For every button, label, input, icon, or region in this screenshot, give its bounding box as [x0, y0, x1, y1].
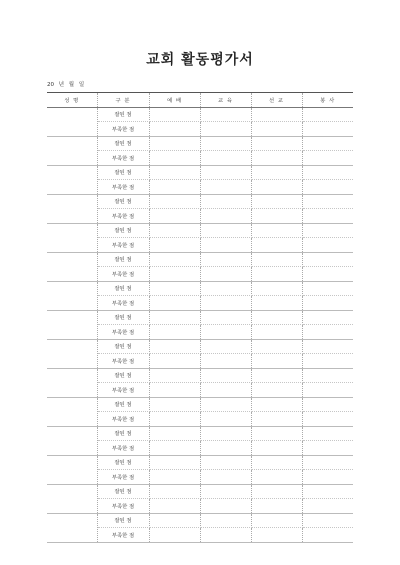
worship-cell[interactable] [149, 281, 200, 296]
service-cell[interactable] [302, 310, 353, 325]
worship-cell[interactable] [149, 136, 200, 151]
good-point-label: 잘된 점 [97, 339, 149, 354]
education-cell[interactable] [200, 368, 251, 383]
mission-cell[interactable] [251, 194, 302, 209]
service-cell[interactable] [302, 368, 353, 383]
name-cell[interactable] [47, 165, 97, 194]
table-row [47, 223, 353, 238]
name-cell[interactable] [47, 368, 97, 397]
worship-cell[interactable] [149, 499, 200, 514]
service-cell[interactable] [302, 339, 353, 354]
lacking-point-label: 부족한 점 [97, 470, 149, 485]
mission-cell[interactable] [251, 383, 302, 398]
mission-cell[interactable] [251, 397, 302, 412]
date-line: 20 년 월 일 [47, 82, 85, 88]
service-cell[interactable] [302, 238, 353, 253]
good-point-label: 잘된 점 [97, 194, 149, 209]
good-point-label: 잘된 점 [97, 165, 149, 180]
header-name: 성 명 [47, 93, 97, 108]
good-point-label: 잘된 점 [97, 252, 149, 267]
mission-cell[interactable] [251, 107, 302, 122]
service-cell[interactable] [302, 412, 353, 427]
education-cell[interactable] [200, 470, 251, 485]
mission-cell[interactable] [251, 136, 302, 151]
service-cell[interactable] [302, 470, 353, 485]
mission-cell[interactable] [251, 412, 302, 427]
worship-cell[interactable] [149, 528, 200, 543]
service-cell[interactable] [302, 281, 353, 296]
worship-cell[interactable] [149, 194, 200, 209]
mission-cell[interactable] [251, 455, 302, 470]
service-cell[interactable] [302, 151, 353, 166]
good-point-label: 잘된 점 [97, 397, 149, 412]
lacking-point-label: 부족한 점 [97, 325, 149, 340]
education-cell[interactable] [200, 122, 251, 137]
service-cell[interactable] [302, 383, 353, 398]
name-cell[interactable] [47, 223, 97, 252]
good-point-label: 잘된 점 [97, 223, 149, 238]
mission-cell[interactable] [251, 310, 302, 325]
mission-cell[interactable] [251, 209, 302, 224]
mission-cell[interactable] [251, 426, 302, 441]
mission-cell[interactable] [251, 513, 302, 528]
table-row [47, 194, 353, 209]
good-point-label: 잘된 점 [97, 455, 149, 470]
education-cell[interactable] [200, 455, 251, 470]
good-point-label: 잘된 점 [97, 281, 149, 296]
service-cell[interactable] [302, 252, 353, 267]
education-cell[interactable] [200, 383, 251, 398]
education-cell[interactable] [200, 484, 251, 499]
education-cell[interactable] [200, 339, 251, 354]
service-cell[interactable] [302, 354, 353, 369]
header-service: 봉 사 [302, 93, 353, 108]
education-cell[interactable] [200, 397, 251, 412]
good-point-label: 잘된 점 [97, 484, 149, 499]
worship-cell[interactable] [149, 180, 200, 195]
mission-cell[interactable] [251, 238, 302, 253]
worship-cell[interactable] [149, 151, 200, 166]
table-row [47, 339, 353, 354]
name-cell[interactable] [47, 281, 97, 310]
good-point-label: 잘된 점 [97, 136, 149, 151]
mission-cell[interactable] [251, 325, 302, 340]
lacking-point-label: 부족한 점 [97, 528, 149, 543]
name-cell[interactable] [47, 107, 97, 136]
education-cell[interactable] [200, 136, 251, 151]
worship-cell[interactable] [149, 484, 200, 499]
lacking-point-label: 부족한 점 [97, 354, 149, 369]
education-cell[interactable] [200, 107, 251, 122]
table-row [47, 281, 353, 296]
worship-cell[interactable] [149, 209, 200, 224]
mission-cell[interactable] [251, 223, 302, 238]
worship-cell[interactable] [149, 122, 200, 137]
education-cell[interactable] [200, 194, 251, 209]
good-point-label: 잘된 점 [97, 368, 149, 383]
education-cell[interactable] [200, 267, 251, 282]
mission-cell[interactable] [251, 151, 302, 166]
service-cell[interactable] [302, 296, 353, 311]
lacking-point-label: 부족한 점 [97, 122, 149, 137]
table-row [47, 107, 353, 122]
good-point-label: 잘된 점 [97, 107, 149, 122]
service-cell[interactable] [302, 165, 353, 180]
service-cell[interactable] [302, 209, 353, 224]
header-category: 구 분 [97, 93, 149, 108]
education-cell[interactable] [200, 499, 251, 514]
good-point-label: 잘된 점 [97, 426, 149, 441]
lacking-point-label: 부족한 점 [97, 499, 149, 514]
worship-cell[interactable] [149, 441, 200, 456]
table-body [47, 107, 353, 542]
worship-cell[interactable] [149, 470, 200, 485]
worship-cell[interactable] [149, 238, 200, 253]
education-cell[interactable] [200, 325, 251, 340]
worship-cell[interactable] [149, 455, 200, 470]
lacking-point-label: 부족한 점 [97, 267, 149, 282]
evaluation-table [47, 92, 353, 543]
lacking-point-label: 부족한 점 [97, 151, 149, 166]
name-cell[interactable] [47, 252, 97, 281]
education-cell[interactable] [200, 310, 251, 325]
service-cell[interactable] [302, 180, 353, 195]
mission-cell[interactable] [251, 528, 302, 543]
table-row [47, 484, 353, 499]
education-cell[interactable] [200, 528, 251, 543]
education-cell[interactable] [200, 412, 251, 427]
mission-cell[interactable] [251, 281, 302, 296]
mission-cell[interactable] [251, 441, 302, 456]
mission-cell[interactable] [251, 484, 302, 499]
worship-cell[interactable] [149, 513, 200, 528]
service-cell[interactable] [302, 484, 353, 499]
service-cell[interactable] [302, 499, 353, 514]
lacking-point-label: 부족한 점 [97, 180, 149, 195]
name-cell[interactable] [47, 513, 97, 542]
mission-cell[interactable] [251, 470, 302, 485]
education-cell[interactable] [200, 165, 251, 180]
table-row [47, 397, 353, 412]
education-cell[interactable] [200, 513, 251, 528]
lacking-point-label: 부족한 점 [97, 209, 149, 224]
service-cell[interactable] [302, 513, 353, 528]
service-cell[interactable] [302, 325, 353, 340]
document-title: 교회 활동평가서 [146, 52, 254, 68]
service-cell[interactable] [302, 194, 353, 209]
worship-cell[interactable] [149, 223, 200, 238]
mission-cell[interactable] [251, 252, 302, 267]
lacking-point-label: 부족한 점 [97, 412, 149, 427]
education-cell[interactable] [200, 426, 251, 441]
table-row [47, 310, 353, 325]
mission-cell[interactable] [251, 165, 302, 180]
name-cell[interactable] [47, 339, 97, 368]
mission-cell[interactable] [251, 499, 302, 514]
worship-cell[interactable] [149, 426, 200, 441]
table-row [47, 455, 353, 470]
worship-cell[interactable] [149, 354, 200, 369]
lacking-point-label: 부족한 점 [97, 383, 149, 398]
service-cell[interactable] [302, 441, 353, 456]
service-cell[interactable] [302, 426, 353, 441]
worship-cell[interactable] [149, 339, 200, 354]
worship-cell[interactable] [149, 107, 200, 122]
table-row [47, 165, 353, 180]
service-cell[interactable] [302, 397, 353, 412]
name-cell[interactable] [47, 136, 97, 165]
name-cell[interactable] [47, 194, 97, 223]
mission-cell[interactable] [251, 296, 302, 311]
education-cell[interactable] [200, 180, 251, 195]
mission-cell[interactable] [251, 180, 302, 195]
worship-cell[interactable] [149, 267, 200, 282]
worship-cell[interactable] [149, 412, 200, 427]
lacking-point-label: 부족한 점 [97, 441, 149, 456]
education-cell[interactable] [200, 296, 251, 311]
education-cell[interactable] [200, 281, 251, 296]
header-worship: 예 배 [149, 93, 200, 108]
education-cell[interactable] [200, 252, 251, 267]
worship-cell[interactable] [149, 310, 200, 325]
name-cell[interactable] [47, 426, 97, 455]
table-row [47, 252, 353, 267]
service-cell[interactable] [302, 223, 353, 238]
header-row [47, 93, 353, 108]
education-cell[interactable] [200, 209, 251, 224]
mission-cell[interactable] [251, 339, 302, 354]
worship-cell[interactable] [149, 325, 200, 340]
good-point-label: 잘된 점 [97, 310, 149, 325]
name-cell[interactable] [47, 484, 97, 513]
worship-cell[interactable] [149, 383, 200, 398]
education-cell[interactable] [200, 151, 251, 166]
worship-cell[interactable] [149, 165, 200, 180]
mission-cell[interactable] [251, 354, 302, 369]
table-row [47, 136, 353, 151]
table-row [47, 513, 353, 528]
name-cell[interactable] [47, 310, 97, 339]
education-cell[interactable] [200, 223, 251, 238]
service-cell[interactable] [302, 136, 353, 151]
worship-cell[interactable] [149, 296, 200, 311]
mission-cell[interactable] [251, 122, 302, 137]
lacking-point-label: 부족한 점 [97, 238, 149, 253]
worship-cell[interactable] [149, 368, 200, 383]
worship-cell[interactable] [149, 252, 200, 267]
service-cell[interactable] [302, 122, 353, 137]
name-cell[interactable] [47, 455, 97, 484]
service-cell[interactable] [302, 267, 353, 282]
header-mission: 선 교 [251, 93, 302, 108]
education-cell[interactable] [200, 238, 251, 253]
mission-cell[interactable] [251, 368, 302, 383]
service-cell[interactable] [302, 107, 353, 122]
service-cell[interactable] [302, 528, 353, 543]
education-cell[interactable] [200, 354, 251, 369]
lacking-point-label: 부족한 점 [97, 296, 149, 311]
mission-cell[interactable] [251, 267, 302, 282]
service-cell[interactable] [302, 455, 353, 470]
name-cell[interactable] [47, 397, 97, 426]
worship-cell[interactable] [149, 397, 200, 412]
table-row [47, 426, 353, 441]
header-education: 교 육 [200, 93, 251, 108]
good-point-label: 잘된 점 [97, 513, 149, 528]
table-row [47, 368, 353, 383]
education-cell[interactable] [200, 441, 251, 456]
